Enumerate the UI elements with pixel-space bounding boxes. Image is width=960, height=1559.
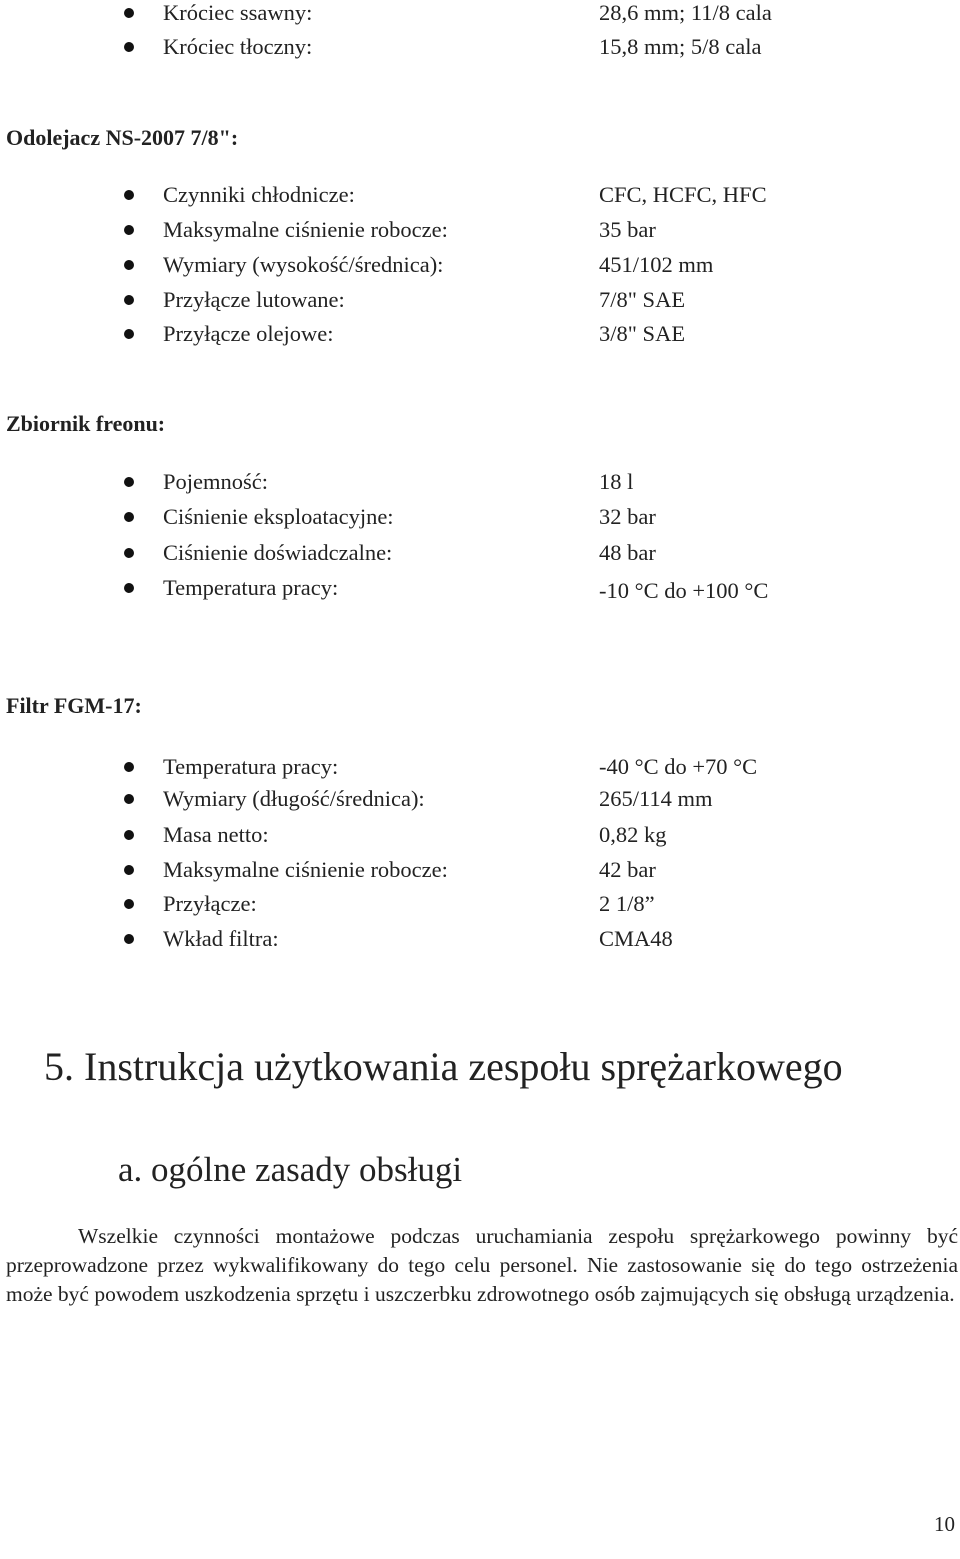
bullet-icon [124, 548, 134, 558]
item-value: 15,8 mm; 5/8 cala [599, 34, 762, 59]
item-label: Pojemność: [163, 469, 268, 494]
item-value: 32 bar [599, 504, 656, 529]
list-item [0, 0, 960, 34]
item-label: Króciec tłoczny: [163, 34, 313, 59]
list-item [0, 786, 960, 820]
list-item [0, 857, 960, 891]
section-heading: 5. Instrukcja użytkowania zespołu sprężarkowego [44, 1044, 843, 1089]
item-label: Ciśnienie doświadczalne: [163, 540, 393, 565]
item-label: Temperatura pracy: [163, 754, 339, 779]
item-label: Wymiary (wysokość/średnica): [163, 252, 444, 277]
item-value: 2 1/8” [599, 891, 655, 916]
item-value: CMA48 [599, 926, 673, 951]
list-item [0, 822, 960, 856]
item-value: -10 °C do +100 °C [599, 578, 769, 603]
section-title-zbiornik: Zbiornik freonu: [6, 411, 166, 436]
item-value: 451/102 mm [599, 252, 714, 277]
item-label: Masa netto: [163, 822, 269, 847]
list-item [0, 540, 960, 574]
bullet-icon [124, 794, 134, 804]
item-label: Maksymalne ciśnienie robocze: [163, 217, 448, 242]
body-paragraph: Wszelkie czynności montażowe podczas uruchamiania zespołu sprężarkowego powinny być przeprowadzone przez wykwalifikowany do tego celu personel. Nie zastosowanie się do tego ostrzeżenia może być powodem uszkodzenia sprzętu i uszczerbku zdrowotnego osób zajmujących się obsługą urządzenia. [6, 1224, 958, 1307]
item-value: 3/8" SAE [599, 321, 686, 346]
item-value: -40 °C do +70 °C [599, 754, 758, 779]
section-title-filtr: Filtr FGM-17: [6, 693, 142, 718]
page-number: 10 [934, 1512, 955, 1536]
list-item [0, 217, 960, 251]
item-value: 0,82 kg [599, 822, 667, 847]
item-value: 28,6 mm; 11/8 cala [599, 0, 772, 25]
list-item [0, 926, 960, 960]
item-label: Wymiary (długość/średnica): [163, 786, 425, 811]
item-label: Wkład filtra: [163, 926, 279, 951]
item-label: Przyłącze olejowe: [163, 321, 334, 346]
item-label: Ciśnienie eksploatacyjne: [163, 504, 394, 529]
bullet-icon [124, 42, 134, 52]
list-item [0, 754, 960, 788]
item-value: 48 bar [599, 540, 656, 565]
list-item [0, 891, 960, 925]
bullet-icon [124, 260, 134, 270]
list-item [0, 182, 960, 216]
subsection-heading: a. ogólne zasady obsługi [118, 1150, 463, 1189]
list-item [0, 321, 960, 355]
item-label: Temperatura pracy: [163, 575, 339, 600]
bullet-icon [124, 8, 134, 18]
list-item [0, 34, 960, 68]
item-label: Czynniki chłodnicze: [163, 182, 355, 207]
list-item [0, 504, 960, 538]
item-label: Przyłącze: [163, 891, 257, 916]
list-item [0, 469, 960, 503]
item-value: 35 bar [599, 217, 656, 242]
bullet-icon [124, 190, 134, 200]
item-value: 7/8" SAE [599, 287, 686, 312]
bullet-icon [124, 865, 134, 875]
bullet-icon [124, 830, 134, 840]
bullet-icon [124, 477, 134, 487]
bullet-icon [124, 583, 134, 593]
bullet-icon [124, 899, 134, 909]
item-label: Maksymalne ciśnienie robocze: [163, 857, 448, 882]
bullet-icon [124, 295, 134, 305]
list-item [0, 575, 960, 609]
item-value: 42 bar [599, 857, 656, 882]
section-title-odolejacz: Odolejacz NS-2007 7/8": [6, 125, 239, 150]
item-label: Przyłącze lutowane: [163, 287, 345, 312]
list-item [0, 252, 960, 286]
item-value: 265/114 mm [599, 786, 713, 811]
item-value: CFC, HCFC, HFC [599, 182, 767, 207]
list-item [0, 287, 960, 321]
item-value: 18 l [599, 469, 634, 494]
bullet-icon [124, 329, 134, 339]
bullet-icon [124, 934, 134, 944]
bullet-icon [124, 225, 134, 235]
bullet-icon [124, 762, 134, 772]
bullet-icon [124, 512, 134, 522]
item-label: Króciec ssawny: [163, 0, 313, 25]
